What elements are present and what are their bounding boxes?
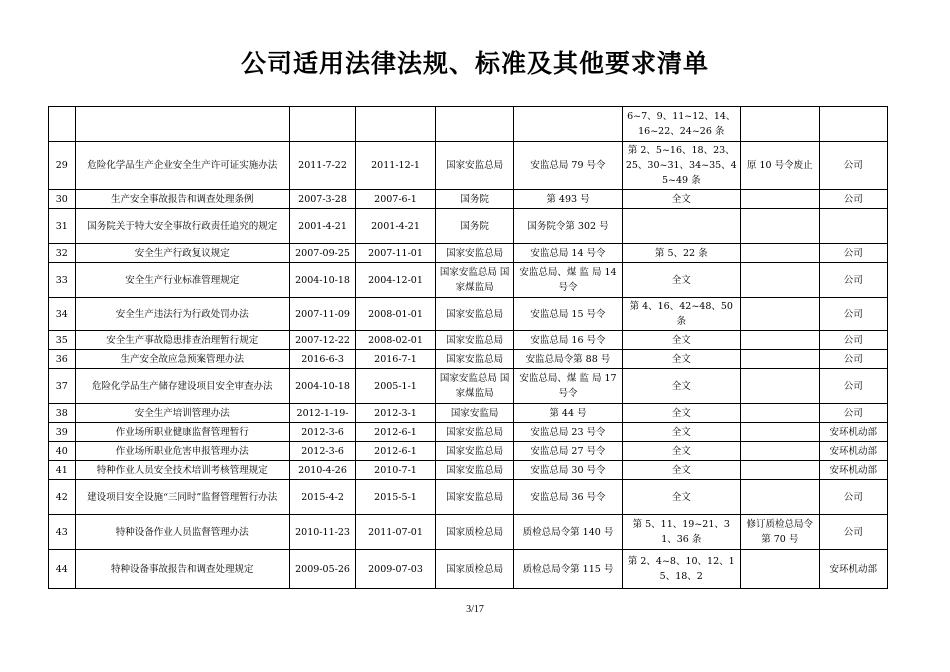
table-row xyxy=(49,480,888,515)
effective-date-cell: 2012-3-1 xyxy=(356,404,436,423)
row-number-cell: 36 xyxy=(49,350,76,369)
row-number-cell: 29 xyxy=(49,142,76,190)
issue-date-cell: 2009-05-26 xyxy=(289,550,355,589)
applicable-scope-cell: 安环机动部 xyxy=(819,423,887,442)
issue-date-cell: 2012-1-19- xyxy=(289,404,355,423)
remarks-cell xyxy=(740,369,819,404)
applicable-scope-cell: 公司 xyxy=(819,404,887,423)
regulation-name-cell xyxy=(75,107,289,142)
remarks-cell xyxy=(740,263,819,298)
remarks-cell xyxy=(740,480,819,515)
remarks-cell xyxy=(740,190,819,209)
row-number-cell: 38 xyxy=(49,404,76,423)
issuing-department-cell: 国家质检总局 xyxy=(435,515,514,550)
document-number-cell: 安监总局 36 号令 xyxy=(514,480,622,515)
document-number-cell: 安监总局 27 号令 xyxy=(514,442,622,461)
row-number-cell: 33 xyxy=(49,263,76,298)
regulation-name-cell: 安全生产行政复议规定 xyxy=(75,244,289,263)
issuing-department-cell: 国家安监总局 国家煤监局 xyxy=(435,369,514,404)
document-number-cell: 安监总局 23 号令 xyxy=(514,423,622,442)
page-number: 3/17 xyxy=(466,604,484,615)
issue-date-cell: 2004-10-18 xyxy=(289,263,355,298)
remarks-cell xyxy=(740,350,819,369)
table-row xyxy=(49,244,888,263)
issue-date-cell: 2010-11-23 xyxy=(289,515,355,550)
applicable-scope-cell: 公司 xyxy=(819,350,887,369)
applicable-scope-cell xyxy=(819,209,887,244)
remarks-cell xyxy=(740,244,819,263)
regulation-name-cell: 生产安全故应急预案管理办法 xyxy=(75,350,289,369)
issuing-department-cell: 国家安监总局 xyxy=(435,244,514,263)
row-number-cell: 30 xyxy=(49,190,76,209)
row-number-cell: 37 xyxy=(49,369,76,404)
applicable-scope-cell: 安环机动部 xyxy=(819,442,887,461)
row-number-cell: 35 xyxy=(49,331,76,350)
issue-date-cell: 2001-4-21 xyxy=(289,209,355,244)
table-row xyxy=(49,209,888,244)
regulation-name-cell: 安全生产违法行为行政处罚办法 xyxy=(75,298,289,331)
document-number-cell: 安监总局令第 88 号 xyxy=(514,350,622,369)
applicable-clauses-cell: 6~7、9、11~12、14、16~22、24~26 条 xyxy=(622,107,740,142)
issue-date-cell: 2007-12-22 xyxy=(289,331,355,350)
regulation-name-cell: 安全生产事故隐患排查治理暂行规定 xyxy=(75,331,289,350)
issue-date-cell: 2007-11-09 xyxy=(289,298,355,331)
remarks-cell xyxy=(740,461,819,480)
effective-date-cell: 2012-6-1 xyxy=(356,442,436,461)
table-row xyxy=(49,298,888,331)
applicable-clauses-cell: 全文 xyxy=(622,480,740,515)
issue-date-cell: 2016-6-3 xyxy=(289,350,355,369)
effective-date-cell: 2008-02-01 xyxy=(356,331,436,350)
applicable-scope-cell: 公司 xyxy=(819,331,887,350)
table-row xyxy=(49,107,888,142)
document-number-cell: 质检总局令第 115 号 xyxy=(514,550,622,589)
remarks-cell xyxy=(740,298,819,331)
issuing-department-cell: 国家安监总局 国家煤监局 xyxy=(435,263,514,298)
remarks-cell xyxy=(740,404,819,423)
issuing-department-cell xyxy=(435,107,514,142)
table-row xyxy=(49,423,888,442)
regulation-name-cell: 特种作业人员安全技术培训考核管理规定 xyxy=(75,461,289,480)
issue-date-cell: 2004-10-18 xyxy=(289,369,355,404)
applicable-clauses-cell: 全文 xyxy=(622,369,740,404)
table-row xyxy=(49,369,888,404)
issue-date-cell: 2012-3-6 xyxy=(289,423,355,442)
issue-date-cell: 2012-3-6 xyxy=(289,442,355,461)
issuing-department-cell: 国务院 xyxy=(435,209,514,244)
effective-date-cell: 2001-4-21 xyxy=(356,209,436,244)
effective-date-cell: 2007-6-1 xyxy=(356,190,436,209)
regulation-name-cell: 安全生产培训管理办法 xyxy=(75,404,289,423)
document-number-cell: 安监总局 16 号令 xyxy=(514,331,622,350)
applicable-scope-cell: 公司 xyxy=(819,480,887,515)
effective-date-cell: 2009-07-03 xyxy=(356,550,436,589)
effective-date-cell: 2005-1-1 xyxy=(356,369,436,404)
row-number-cell: 40 xyxy=(49,442,76,461)
document-number-cell: 安监总局 14 号令 xyxy=(514,244,622,263)
issue-date-cell xyxy=(289,107,355,142)
applicable-scope-cell: 公司 xyxy=(819,263,887,298)
document-number-cell: 第 493 号 xyxy=(514,190,622,209)
issuing-department-cell: 国家安监总局 xyxy=(435,480,514,515)
row-number-cell: 39 xyxy=(49,423,76,442)
document-title: 公司适用法律法规、标准及其他要求清单 xyxy=(240,49,709,78)
document-number-cell: 安监总局 30 号令 xyxy=(514,461,622,480)
regulation-name-cell: 生产安全事故报告和调查处理条例 xyxy=(75,190,289,209)
issue-date-cell: 2011-7-22 xyxy=(289,142,355,190)
applicable-clauses-cell: 全文 xyxy=(622,190,740,209)
regulation-name-cell: 特种设备作业人员监督管理办法 xyxy=(75,515,289,550)
effective-date-cell: 2008-01-01 xyxy=(356,298,436,331)
issue-date-cell: 2015-4-2 xyxy=(289,480,355,515)
regulations-table xyxy=(48,106,888,589)
effective-date-cell xyxy=(356,107,436,142)
applicable-scope-cell: 公司 xyxy=(819,298,887,331)
applicable-clauses-cell: 全文 xyxy=(622,331,740,350)
document-number-cell: 第 44 号 xyxy=(514,404,622,423)
issuing-department-cell: 国家安监总局 xyxy=(435,461,514,480)
issue-date-cell: 2007-3-28 xyxy=(289,190,355,209)
issue-date-cell: 2010-4-26 xyxy=(289,461,355,480)
applicable-clauses-cell: 第 2、4~8、10、12、15、18、2 xyxy=(622,550,740,589)
document-number-cell: 安监总局 15 号令 xyxy=(514,298,622,331)
regulation-name-cell: 危险化学品生产企业安全生产许可证实施办法 xyxy=(75,142,289,190)
applicable-clauses-cell: 全文 xyxy=(622,442,740,461)
applicable-scope-cell: 安环机动部 xyxy=(819,550,887,589)
row-number-cell: 32 xyxy=(49,244,76,263)
applicable-clauses-cell: 全文 xyxy=(622,404,740,423)
applicable-clauses-cell: 第 2、5~16、18、23、25、30~31、34~35、45~49 条 xyxy=(622,142,740,190)
issuing-department-cell: 国家安监总局 xyxy=(435,298,514,331)
row-number-cell: 43 xyxy=(49,515,76,550)
table-row xyxy=(49,461,888,480)
applicable-clauses-cell: 第 4、16、42~48、50 条 xyxy=(622,298,740,331)
regulation-name-cell: 作业场所职业健康监督管理暂行 xyxy=(75,423,289,442)
issuing-department-cell: 国家安监总局 xyxy=(435,142,514,190)
issuing-department-cell: 国家安监总局 xyxy=(435,350,514,369)
document-number-cell xyxy=(514,107,622,142)
remarks-cell: 原 10 号令废止 xyxy=(740,142,819,190)
regulation-name-cell: 安全生产行业标准管理规定 xyxy=(75,263,289,298)
applicable-clauses-cell: 全文 xyxy=(622,263,740,298)
remarks-cell xyxy=(740,442,819,461)
table-row xyxy=(49,442,888,461)
table-row xyxy=(49,550,888,589)
effective-date-cell: 2004-12-01 xyxy=(356,263,436,298)
table-row xyxy=(49,331,888,350)
issuing-department-cell: 国家安监总局 xyxy=(435,442,514,461)
regulation-name-cell: 危险化学品生产储存建设项目安全审查办法 xyxy=(75,369,289,404)
effective-date-cell: 2015-5-1 xyxy=(356,480,436,515)
remarks-cell xyxy=(740,209,819,244)
row-number-cell: 44 xyxy=(49,550,76,589)
table-row xyxy=(49,142,888,190)
applicable-scope-cell: 安环机动部 xyxy=(819,461,887,480)
table-row xyxy=(49,515,888,550)
remarks-cell xyxy=(740,107,819,142)
applicable-scope-cell xyxy=(819,107,887,142)
applicable-scope-cell: 公司 xyxy=(819,515,887,550)
remarks-cell xyxy=(740,550,819,589)
regulation-name-cell: 特种设备事故报告和调查处理规定 xyxy=(75,550,289,589)
table-row xyxy=(49,404,888,423)
applicable-scope-cell: 公司 xyxy=(819,142,887,190)
issuing-department-cell: 国家安监局 xyxy=(435,404,514,423)
issuing-department-cell: 国务院 xyxy=(435,190,514,209)
issuing-department-cell: 国家安监总局 xyxy=(435,423,514,442)
document-number-cell: 国务院令第 302 号 xyxy=(514,209,622,244)
regulation-name-cell: 建设项目安全设施“三同时”监督管理暂行办法 xyxy=(75,480,289,515)
applicable-clauses-cell: 第 5、11、19~21、31、36 条 xyxy=(622,515,740,550)
document-number-cell: 质检总局令第 140 号 xyxy=(514,515,622,550)
applicable-scope-cell: 公司 xyxy=(819,369,887,404)
row-number-cell: 42 xyxy=(49,480,76,515)
applicable-clauses-cell xyxy=(622,209,740,244)
effective-date-cell: 2016-7-1 xyxy=(356,350,436,369)
issue-date-cell: 2007-09-25 xyxy=(289,244,355,263)
applicable-scope-cell: 公司 xyxy=(819,244,887,263)
table-row xyxy=(49,190,888,209)
row-number-cell: 41 xyxy=(49,461,76,480)
effective-date-cell: 2012-6-1 xyxy=(356,423,436,442)
issuing-department-cell: 国家安监总局 xyxy=(435,331,514,350)
document-number-cell: 安监总局 79 号令 xyxy=(514,142,622,190)
regulation-name-cell: 国务院关于特大安全事故行政责任追究的规定 xyxy=(75,209,289,244)
effective-date-cell: 2011-12-1 xyxy=(356,142,436,190)
document-number-cell: 安监总局、煤 监 局 14 号令 xyxy=(514,263,622,298)
document-number-cell: 安监总局、煤 监 局 17 号令 xyxy=(514,369,622,404)
regulation-name-cell: 作业场所职业危害申报管理办法 xyxy=(75,442,289,461)
remarks-cell xyxy=(740,423,819,442)
issuing-department-cell: 国家质检总局 xyxy=(435,550,514,589)
row-number-cell: 34 xyxy=(49,298,76,331)
remarks-cell xyxy=(740,331,819,350)
applicable-scope-cell: 公司 xyxy=(819,190,887,209)
applicable-clauses-cell: 全文 xyxy=(622,350,740,369)
table-row xyxy=(49,263,888,298)
applicable-clauses-cell: 全文 xyxy=(622,461,740,480)
effective-date-cell: 2011-07-01 xyxy=(356,515,436,550)
remarks-cell: 修订质检总局令第 70 号 xyxy=(740,515,819,550)
effective-date-cell: 2010-7-1 xyxy=(356,461,436,480)
applicable-clauses-cell: 第 5、22 条 xyxy=(622,244,740,263)
row-number-cell: 31 xyxy=(49,209,76,244)
applicable-clauses-cell: 全文 xyxy=(622,423,740,442)
row-number-cell xyxy=(49,107,76,142)
effective-date-cell: 2007-11-01 xyxy=(356,244,436,263)
table-row xyxy=(49,350,888,369)
